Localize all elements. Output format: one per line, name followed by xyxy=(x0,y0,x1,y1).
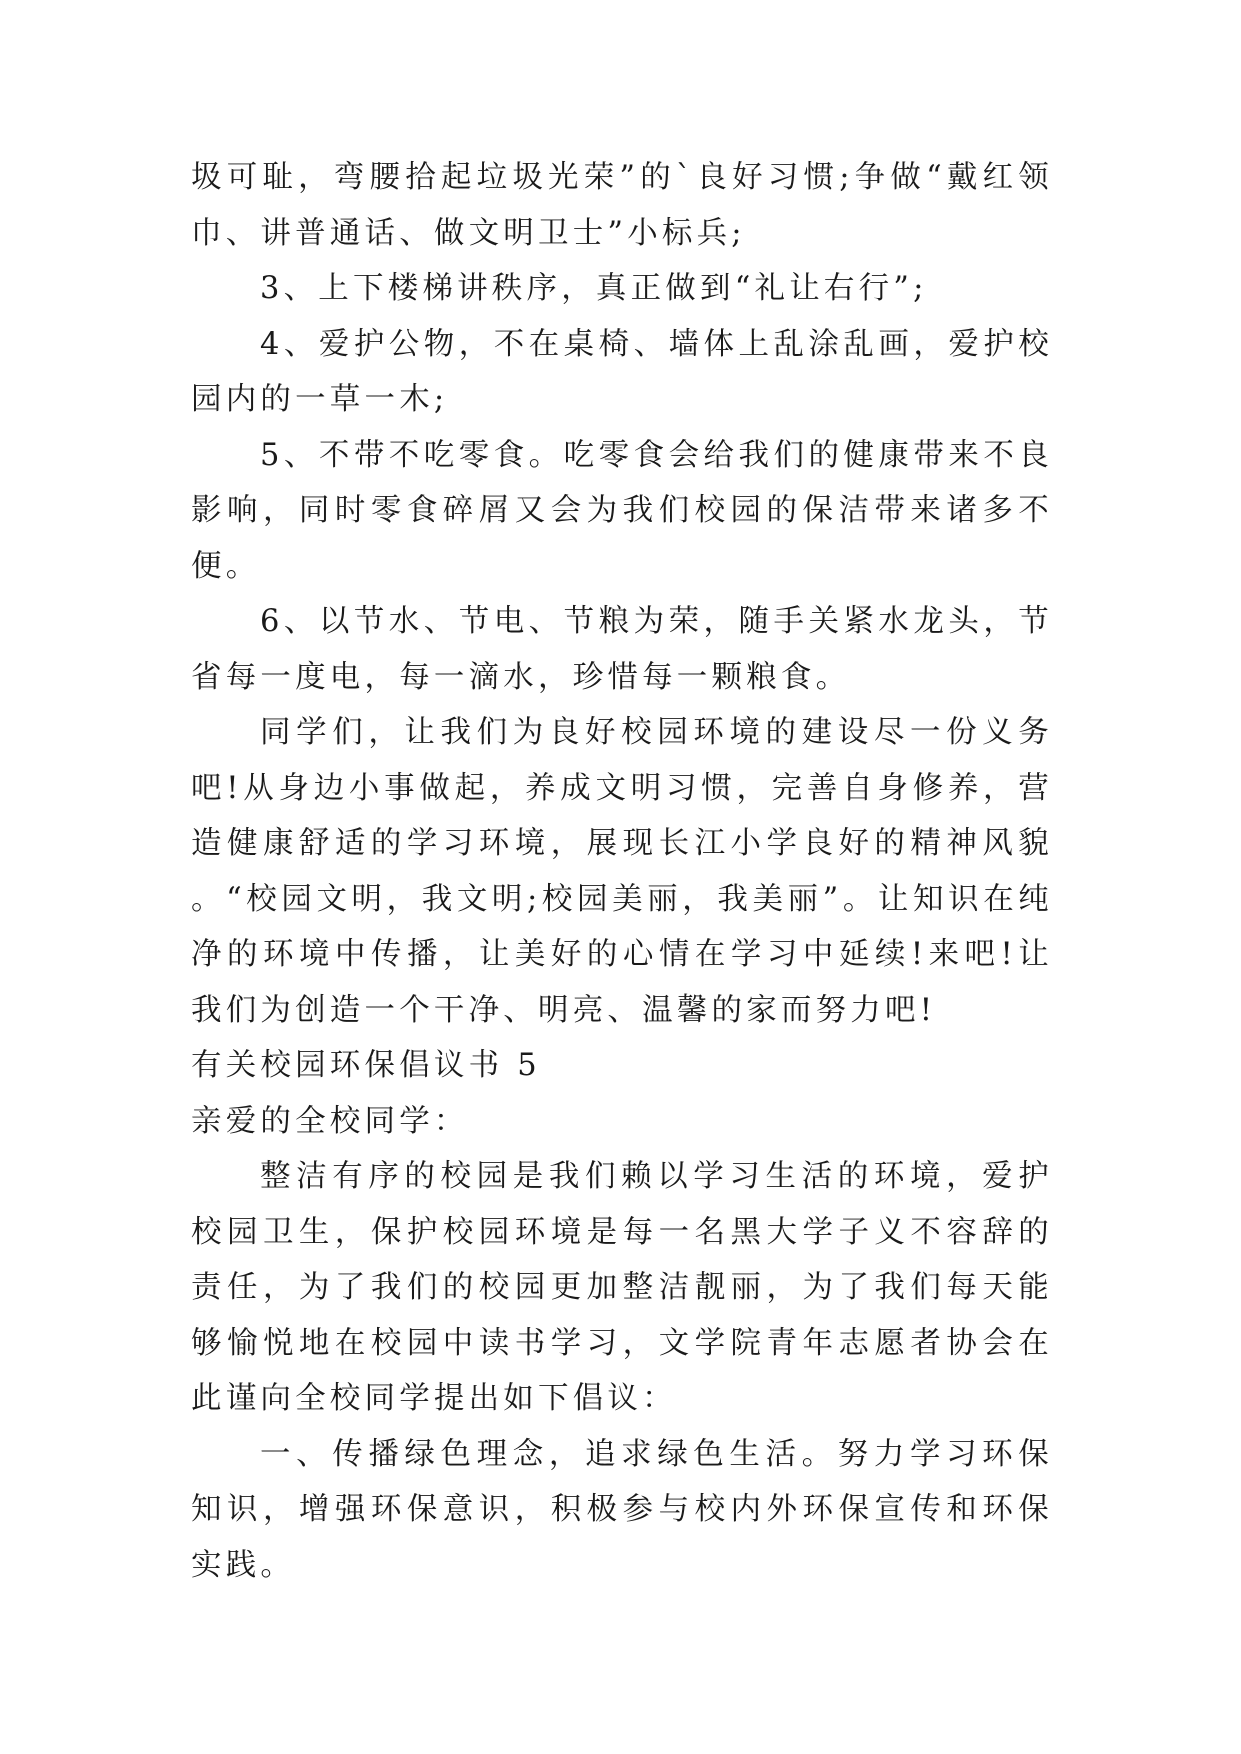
section-heading: 有关校园环保倡议书 5 xyxy=(191,1048,541,1083)
document-body xyxy=(191,150,1053,1593)
paragraph-item-5: 5、不带不吃零食。吃零食会给我们的健康带来不良影响，同时零食碎屑又会为我们校园的保洁带来诸多不便。 xyxy=(191,437,1053,584)
paragraph-item-3: 3、上下楼梯讲秩序，真正做到“礼让右行”; xyxy=(260,271,928,306)
paragraph-continuation: 圾可耻，弯腰拾起垃圾光荣”的`良好习惯;争做“戴红领巾、讲普通话、做文明卫士”小标兵; xyxy=(191,160,1053,251)
paragraph-item-4: 4、爱护公物，不在桌椅、墙体上乱涂乱画，爱护校园内的一草一木; xyxy=(191,326,1053,417)
paragraph-item-6: 6、以节水、节电、节粮为荣，随手关紧水龙头，节省每一度电，每一滴水，珍惜每一颗粮食。 xyxy=(191,604,1053,695)
paragraph-intro: 整洁有序的校园是我们赖以学习生活的环境，爱护校园卫生，保护校园环境是每一名黑大学子义不容辞的责任，为了我们的校园更加整洁靓丽，为了我们每天能够愉悦地在校园中读书学习，文学院青年志愿者协会在此谨向全校同学提出如下倡议： xyxy=(191,1159,1053,1416)
paragraph-closing: 同学们，让我们为良好校园环境的建设尽一份义务吧!从身边小事做起，养成文明习惯，完善自身修养，营造健康舒适的学习环境，展现长江小学良好的精神风貌 。“校园文明，我文明;校园美丽，我美丽”。让知识在纯净的环境中传播，让美好的心情在学习中延续!来吧!让我们为创造一个干净、明亮、温馨的家而努力吧! xyxy=(191,715,1053,1028)
paragraph-proposal-1: 一、传播绿色理念，追求绿色生活。努力学习环保知识，增强环保意识，积极参与校内外环保宣传和环保实践。 xyxy=(191,1436,1053,1583)
salutation: 亲爱的全校同学： xyxy=(191,1103,469,1139)
